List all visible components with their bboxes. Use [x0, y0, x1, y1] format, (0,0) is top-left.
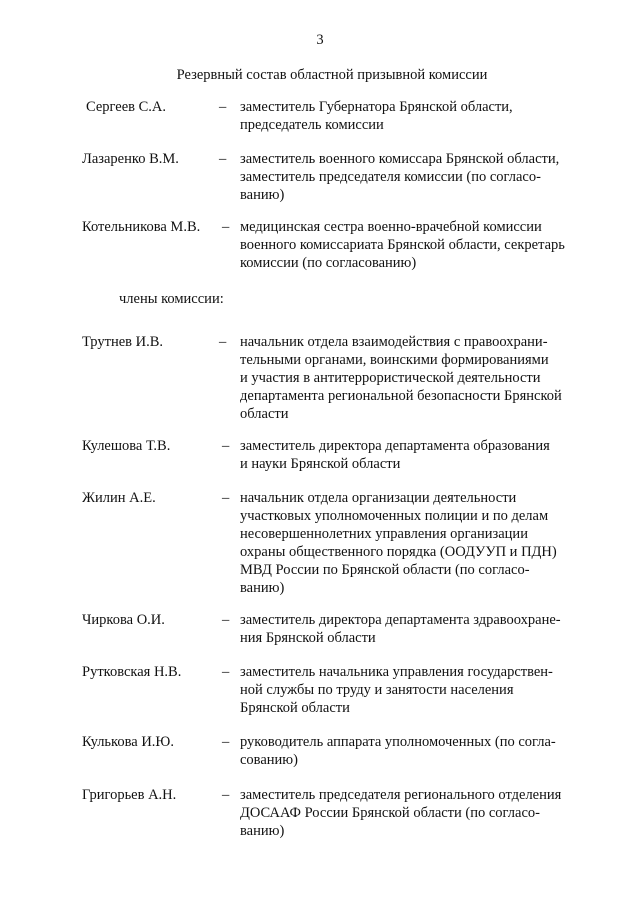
position-line: Брянской области [240, 700, 350, 716]
position-line: заместитель директора департамента образования [240, 438, 550, 454]
commission-entry-deputy-chair [0, 150, 640, 203]
position-line: заместитель Губернатора Брянской области, [240, 99, 513, 115]
commission-member [0, 437, 640, 472]
person-name: Григорьев А.Н. [82, 787, 177, 803]
page-number: 3 [316, 32, 324, 48]
position-line: комиссии (по согласованию) [240, 255, 417, 271]
position-line: тельными органами, воинскими формированиями [240, 352, 549, 368]
position-line: несовершеннолетних управления организации [240, 526, 528, 542]
position-line: охраны общественного порядка (ООДУУП и ПДН) [240, 544, 557, 560]
position-line: участковых уполномоченных полиции и по делам [240, 508, 549, 524]
person-name: Лазаренко В.М. [82, 151, 179, 167]
person-name: Чиркова О.И. [82, 612, 165, 628]
person-name: Сергеев С.А. [86, 99, 167, 115]
commission-member [0, 611, 640, 646]
commission-member [0, 733, 640, 768]
position-line: департамента региональной безопасности Брянской [240, 388, 562, 404]
position-description [240, 733, 585, 769]
position-line: председатель комиссии [240, 117, 384, 133]
document-title: Резервный состав областной призывной комиссии [176, 67, 488, 83]
person-name: Котельникова М.В. [82, 219, 201, 235]
commission-member [0, 786, 640, 839]
position-line: заместитель председателя комиссии (по согласо- [240, 169, 541, 185]
position-line: области [240, 406, 289, 422]
commission-member [0, 663, 640, 716]
position-description [240, 786, 585, 840]
dash-separator: – [219, 151, 227, 167]
commission-entry-secretary [0, 218, 640, 271]
position-description [240, 218, 585, 272]
dash-separator: – [219, 99, 227, 115]
position-line: начальник отдела взаимодействия с правоохрани- [240, 334, 548, 350]
position-line: ДОСААФ России Брянской области (по согласо- [240, 805, 540, 821]
dash-separator: – [222, 219, 230, 235]
dash-separator: – [222, 787, 230, 803]
position-line: ванию) [240, 823, 285, 839]
position-line: медицинская сестра военно-врачебной комиссии [240, 219, 542, 235]
position-description [240, 98, 585, 134]
position-line: заместитель начальника управления государствен- [240, 664, 553, 680]
dash-separator: – [222, 490, 230, 506]
position-description [240, 663, 585, 717]
commission-entry-chair [0, 98, 640, 133]
position-line: руководитель аппарата уполномоченных (по согла- [240, 734, 556, 750]
dash-separator: – [222, 612, 230, 628]
position-description [240, 611, 585, 647]
dash-separator: – [222, 734, 230, 750]
position-line: и науки Брянской области [240, 456, 401, 472]
position-line: ванию) [240, 187, 285, 203]
person-name: Жилин А.Е. [82, 490, 156, 506]
position-line: военного комиссариата Брянской области, секретарь [240, 237, 565, 253]
position-line: сованию) [240, 752, 298, 768]
position-description [240, 333, 585, 423]
position-line: ной службы по труду и занятости населения [240, 682, 514, 698]
position-line: МВД России по Брянской области (по согласо- [240, 562, 530, 578]
person-name: Кулешова Т.В. [82, 438, 171, 454]
position-description [240, 150, 585, 204]
members-heading: члены комиссии: [119, 291, 224, 307]
position-line: заместитель директора департамента здравоохране- [240, 612, 561, 628]
position-line: ния Брянской области [240, 630, 376, 646]
commission-member [0, 333, 640, 422]
position-description [240, 489, 585, 597]
commission-member [0, 489, 640, 596]
position-line: ванию) [240, 580, 285, 596]
position-description [240, 437, 585, 473]
dash-separator: – [222, 664, 230, 680]
position-line: начальник отдела организации деятельности [240, 490, 517, 506]
position-line: заместитель военного комиссара Брянской области, [240, 151, 560, 167]
dash-separator: – [222, 438, 230, 454]
position-line: заместитель председателя регионального отделения [240, 787, 562, 803]
person-name: Рутковская Н.В. [82, 664, 182, 680]
dash-separator: – [219, 334, 227, 350]
person-name: Кулькова И.Ю. [82, 734, 174, 750]
position-line: и участия в антитеррористической деятельности [240, 370, 541, 386]
person-name: Трутнев И.В. [82, 334, 164, 350]
